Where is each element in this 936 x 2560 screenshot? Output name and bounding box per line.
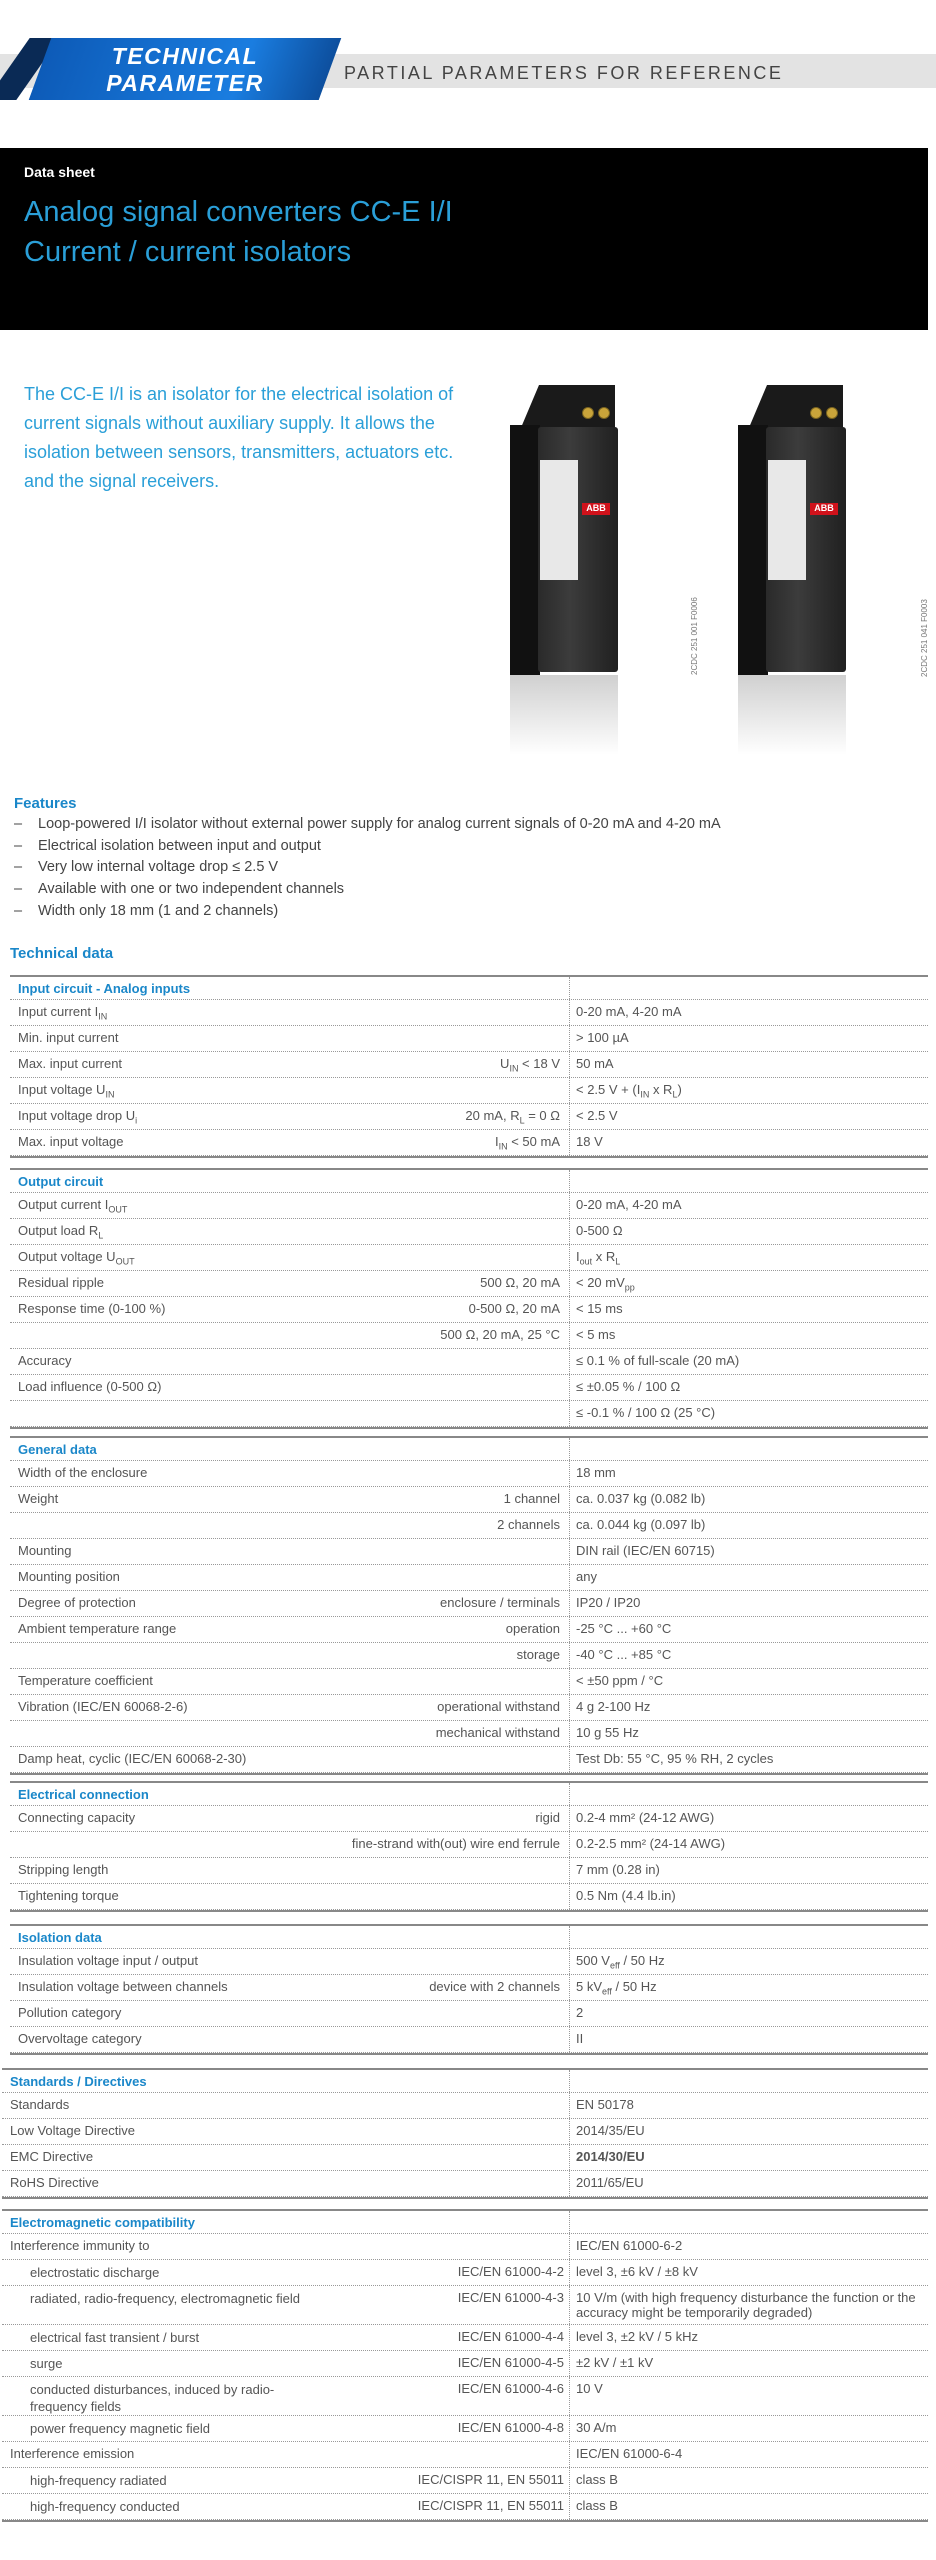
row-value: < 2.5 V: [576, 1108, 618, 1123]
feature-text: Available with one or two independent channels: [38, 881, 345, 897]
table-row: [2, 2119, 928, 2145]
row-condition: storage: [516, 1647, 560, 1662]
row-value: 0-20 mA, 4-20 mA: [576, 1197, 682, 1212]
table-row: [10, 1858, 928, 1884]
row-condition: mechanical withstand: [435, 1725, 560, 1740]
feature-text: Loop-powered I/I isolator without external power supply for analog current signals of 0-20 mA and 4-20 mA: [38, 816, 721, 832]
row-value: 50 mA: [576, 1056, 614, 1071]
emc-table: [2, 2209, 928, 2522]
device-label: [540, 460, 578, 580]
abb-logo: ABB: [582, 503, 610, 515]
row-value: II: [576, 2031, 584, 2046]
row-value: ±2 kV / ±1 kV: [576, 2355, 654, 2370]
row-label: Width of the enclosure: [18, 1465, 148, 1480]
row-condition: 500 Ω, 20 mA, 25 °C: [440, 1327, 560, 1342]
banner-title-line1: TECHNICAL: [111, 43, 259, 69]
table-row: [10, 1513, 928, 1539]
table-row: [10, 1669, 928, 1695]
row-value: 0-500 Ω: [576, 1223, 623, 1238]
table-row: [10, 1000, 928, 1026]
table-row: [2, 2260, 928, 2286]
row-label: conducted disturbances, induced by radio-frequency fields: [30, 2382, 275, 2414]
row-label: Output voltage $U_{OUT}$: [18, 1249, 135, 1267]
row-label: Standards: [10, 2097, 70, 2112]
table-row: [10, 1052, 928, 1078]
row-label: Insulation voltage between channels: [18, 1979, 228, 1994]
table-row: [10, 1104, 928, 1130]
row-value: < 2.5 $V + (I_{IN}$ x $R_L$): [576, 1082, 682, 1100]
row-value: DIN rail (IEC/EN 60715): [576, 1543, 715, 1558]
table-row: [10, 1375, 928, 1401]
product-image-dual: [728, 385, 928, 765]
feature-text: Very low internal voltage drop ≤ 2.5 V: [38, 859, 279, 875]
terminal-screw: [810, 407, 822, 419]
row-label: high-frequency radiated: [30, 2473, 167, 2488]
table-row: [2, 2442, 928, 2468]
row-label: high-frequency conducted: [30, 2499, 180, 2514]
row-label: EMC Directive: [10, 2149, 94, 2164]
banner-title: [60, 43, 310, 97]
section-header: [2, 2068, 928, 2093]
terminal-screw: [598, 407, 610, 419]
datasheet-header: [0, 148, 928, 330]
intro-text: The CC-E I/I is an isolator for the electrical isolation of current signals without auxiliary supply. It allows the isolation between sensors, transmitters, actuators etc. and the signal receivers.: [24, 384, 454, 491]
section-header: [10, 1436, 928, 1461]
row-value: 0.2-2.5 mm² (24-14 AWG): [576, 1836, 726, 1851]
section-title: Electrical connection: [18, 1787, 149, 1802]
row-label: Interference emission: [10, 2446, 135, 2461]
standards-table: [2, 2068, 928, 2199]
features-heading: Features: [14, 795, 77, 812]
row-value: < 5 ms: [576, 1327, 616, 1342]
device-side: [510, 425, 540, 675]
reflection: [738, 675, 846, 755]
row-condition: 2 channels: [497, 1517, 560, 1532]
row-label: Max. input current: [18, 1056, 123, 1071]
banner-title-line2: PARAMETER: [106, 70, 264, 96]
image-code: 2CDC 251 001 F0006: [690, 597, 699, 675]
row-value: Test Db: 55 °C, 95 % RH, 2 cycles: [576, 1751, 774, 1766]
row-label: Mounting position: [18, 1569, 120, 1584]
table-row: [10, 1975, 928, 2001]
page-title: [24, 192, 453, 272]
page-title-line2: Current / current isolators: [24, 236, 352, 268]
feature-item: [14, 859, 278, 875]
row-value: < 20 $mV_{pp}$: [576, 1275, 635, 1293]
row-condition: IEC/EN 61000-4-2: [457, 2264, 564, 2279]
dash: –: [14, 838, 23, 854]
isolation-data-table: [10, 1924, 928, 2055]
table-row: [10, 1401, 928, 1427]
row-label: Low Voltage Directive: [10, 2123, 136, 2138]
row-value: ca. 0.037 kg (0.082 lb): [576, 1491, 706, 1506]
row-label: Load influence (0-500 Ω): [18, 1379, 162, 1394]
section-header: [10, 1781, 928, 1806]
table-row: [10, 1695, 928, 1721]
feature-text: Electrical isolation between input and output: [38, 838, 321, 854]
image-code: 2CDC 251 041 F0003: [920, 599, 929, 677]
table-row: [10, 1591, 928, 1617]
row-value: 7 mm (0.28 in): [576, 1862, 660, 1877]
table-row: [10, 1349, 928, 1375]
table-row: [10, 1219, 928, 1245]
row-condition: operational withstand: [437, 1699, 560, 1714]
row-value: 18 V: [576, 1134, 603, 1149]
row-label: Stripping length: [18, 1862, 109, 1877]
table-row: [10, 1323, 928, 1349]
table-row: [10, 1806, 928, 1832]
row-value: IP20 / IP20: [576, 1595, 641, 1610]
row-value: 2014/35/EU: [576, 2123, 645, 2138]
table-row: [10, 1487, 928, 1513]
row-value: EN 50178: [576, 2097, 634, 2112]
table-row: [10, 1245, 928, 1271]
header-banner: [0, 38, 936, 102]
row-value: -40 °C ... +85 °C: [576, 1647, 672, 1662]
table-row: [2, 2325, 928, 2351]
dash: –: [14, 859, 23, 875]
table-row: [2, 2171, 928, 2197]
table-row: [2, 2145, 928, 2171]
table-row: [2, 2286, 928, 2325]
dash: –: [14, 881, 23, 897]
table-row: [2, 2351, 928, 2377]
row-value: 10 g 55 Hz: [576, 1725, 639, 1740]
table-row: [10, 1565, 928, 1591]
row-condition: $U_{IN} < 18$ V: [500, 1056, 560, 1074]
row-value: -25 °C ... +60 °C: [576, 1621, 672, 1636]
product-image-single: [500, 385, 700, 765]
row-value: 500 $V_{eff} / 50$ Hz: [576, 1953, 665, 1971]
row-condition: rigid: [535, 1810, 560, 1825]
row-condition: 500 Ω, 20 mA: [480, 1275, 560, 1290]
electrical-connection-table: [10, 1781, 928, 1912]
row-value: class B: [576, 2472, 618, 2487]
row-value: any: [576, 1569, 597, 1584]
feature-text: Width only 18 mm (1 and 2 channels): [38, 903, 279, 919]
row-label: Overvoltage category: [18, 2031, 142, 2046]
row-label: Min. input current: [18, 1030, 119, 1045]
table-row: [10, 1026, 928, 1052]
datasheet-label: Data sheet: [24, 164, 95, 180]
table-row: [10, 1193, 928, 1219]
row-label: Output load $R_L$: [18, 1223, 104, 1241]
row-value: 4 g 2-100 Hz: [576, 1699, 651, 1714]
row-value: IEC/EN 61000-6-2: [576, 2238, 683, 2253]
row-condition: IEC/CISPR 11, EN 55011: [417, 2498, 564, 2513]
row-label: electrostatic discharge: [30, 2265, 160, 2280]
row-label: Insulation voltage input / output: [18, 1953, 198, 1968]
dash: –: [14, 903, 23, 919]
row-value: 2011/65/EU: [576, 2175, 644, 2190]
row-value: 10 V/m (with high frequency disturbance the function or the accuracy might be temporarily degraded): [576, 2290, 916, 2320]
row-value: > 100 µA: [576, 1030, 629, 1045]
table-row: [10, 1884, 928, 1910]
section-title: Output circuit: [18, 1174, 104, 1189]
row-value: ≤ -0.1 % / 100 Ω (25 °C): [576, 1405, 716, 1420]
input-circuit-table: [10, 975, 928, 1158]
row-label: Degree of protection: [18, 1595, 136, 1610]
section-title: Electromagnetic compatibility: [10, 2215, 195, 2230]
table-row: [2, 2468, 928, 2494]
row-condition: IEC/EN 61000-4-6: [457, 2381, 564, 2396]
section-header: [10, 1168, 928, 1193]
row-condition: IEC/CISPR 11, EN 55011: [417, 2472, 564, 2487]
table-row: [10, 1271, 928, 1297]
feature-item: [14, 903, 278, 919]
row-condition: 1 channel: [503, 1491, 560, 1506]
terminal-screw: [826, 407, 838, 419]
section-header: [10, 975, 928, 1000]
banner-subtitle: PARTIAL PARAMETERS FOR REFERENCE: [344, 63, 784, 83]
page-title-line1: Analog signal converters CC-E I/I: [24, 196, 453, 228]
row-label: electrical fast transient / burst: [30, 2330, 200, 2345]
row-label: radiated, radio-frequency, electromagnetic field: [30, 2291, 301, 2306]
row-label: Max. input voltage: [18, 1134, 124, 1149]
table-row: [10, 1617, 928, 1643]
row-label: Mounting: [18, 1543, 72, 1558]
row-condition: operation: [505, 1621, 560, 1636]
table-row: [10, 1832, 928, 1858]
dash: –: [14, 816, 23, 832]
row-label: Connecting capacity: [18, 1810, 136, 1825]
table-row: [2, 2093, 928, 2119]
row-value: class B: [576, 2498, 618, 2513]
device-label: [768, 460, 806, 580]
row-value: $I_{out}$ x $R_L$: [576, 1249, 621, 1267]
table-row: [10, 2001, 928, 2027]
row-label: Damp heat, cyclic (IEC/EN 60068-2-30): [18, 1751, 247, 1766]
row-value: 2014/30/EU: [576, 2149, 645, 2164]
row-condition: device with 2 channels: [429, 1979, 560, 1994]
row-label: RoHS Directive: [10, 2175, 99, 2190]
table-row: [10, 1297, 928, 1323]
row-label: Input voltage drop $U_i$: [18, 1108, 138, 1126]
row-value: level 3, ±2 kV / 5 kHz: [576, 2329, 699, 2344]
row-value: 5 $kV_{eff} / 50$ Hz: [576, 1979, 657, 1997]
row-label: Input voltage $U_{IN}$: [18, 1082, 115, 1100]
section-header: [2, 2209, 928, 2234]
row-condition: fine-strand with(out) wire end ferrule: [351, 1836, 560, 1851]
row-condition: IEC/EN 61000-4-4: [457, 2329, 564, 2344]
feature-item: [14, 838, 321, 854]
row-value: 0.2-4 mm² (24-12 AWG): [576, 1810, 715, 1825]
table-row: [2, 2416, 928, 2442]
abb-logo: ABB: [810, 503, 838, 515]
table-row: [10, 2027, 928, 2053]
row-label: Response time (0-100 %): [18, 1301, 166, 1316]
table-row: [10, 1949, 928, 1975]
table-row: [10, 1078, 928, 1104]
row-condition: 20 mA, $R_L = 0$ Ω: [465, 1108, 560, 1126]
row-value: ca. 0.044 kg (0.097 lb): [576, 1517, 706, 1532]
section-title: General data: [18, 1442, 97, 1457]
section-header: [10, 1924, 928, 1949]
terminal-screw: [582, 407, 594, 419]
table-row: [10, 1461, 928, 1487]
row-condition: enclosure / terminals: [440, 1595, 560, 1610]
table-row: [2, 2494, 928, 2520]
reflection: [510, 675, 618, 755]
table-row: [2, 2377, 928, 2416]
row-label: surge: [30, 2356, 63, 2371]
output-circuit-table: [10, 1168, 928, 1429]
row-value: < 15 ms: [576, 1301, 623, 1316]
row-label: Temperature coefficient: [18, 1673, 153, 1688]
row-value: 30 A/m: [576, 2420, 617, 2435]
row-value: 10 V: [576, 2381, 603, 2396]
row-value: level 3, ±6 kV / ±8 kV: [576, 2264, 698, 2279]
row-value: 2: [576, 2005, 584, 2020]
row-value: ≤ ±0.05 % / 100 Ω: [576, 1379, 681, 1394]
section-title: Input circuit - Analog inputs: [18, 981, 191, 996]
row-label: Weight: [18, 1491, 59, 1506]
row-label: power frequency magnetic field: [30, 2421, 210, 2436]
row-value: 0.5 Nm (4.4 lb.in): [576, 1888, 676, 1903]
row-value: < ±50 ppm / °C: [576, 1673, 664, 1688]
technical-data-heading: Technical data: [10, 945, 114, 962]
row-label: Pollution category: [18, 2005, 122, 2020]
row-label: Output current $I_{OUT}$: [18, 1197, 128, 1215]
device-side: [738, 425, 768, 675]
row-value: 0-20 mA, 4-20 mA: [576, 1004, 682, 1019]
table-row: [10, 1721, 928, 1747]
row-label: Accuracy: [18, 1353, 72, 1368]
table-row: [10, 1539, 928, 1565]
row-value: 18 mm: [576, 1465, 616, 1480]
general-data-table: [10, 1436, 928, 1775]
section-title: Standards / Directives: [10, 2074, 147, 2089]
row-condition: IEC/EN 61000-4-5: [457, 2355, 564, 2370]
row-label: Tightening torque: [18, 1888, 119, 1903]
table-row: [2, 2234, 928, 2260]
table-row: [10, 1643, 928, 1669]
feature-item: [14, 816, 721, 832]
row-label: Input current $I_{IN}$: [18, 1004, 108, 1022]
row-label: Ambient temperature range: [18, 1621, 177, 1636]
row-condition: $I_{IN} < 50$ mA: [494, 1134, 560, 1152]
row-condition: 0-500 Ω, 20 mA: [468, 1301, 560, 1316]
row-label: Vibration (IEC/EN 60068-2-6): [18, 1699, 188, 1714]
row-label: Residual ripple: [18, 1275, 104, 1290]
table-row: [10, 1747, 928, 1773]
row-value: ≤ 0.1 % of full-scale (20 mA): [576, 1353, 740, 1368]
feature-item: [14, 881, 344, 897]
row-label: Interference immunity to: [10, 2238, 150, 2253]
row-condition: IEC/EN 61000-4-8: [457, 2420, 564, 2435]
row-condition: IEC/EN 61000-4-3: [457, 2290, 564, 2305]
row-value: IEC/EN 61000-6-4: [576, 2446, 683, 2461]
section-title: Isolation data: [18, 1930, 102, 1945]
table-row: [10, 1130, 928, 1156]
